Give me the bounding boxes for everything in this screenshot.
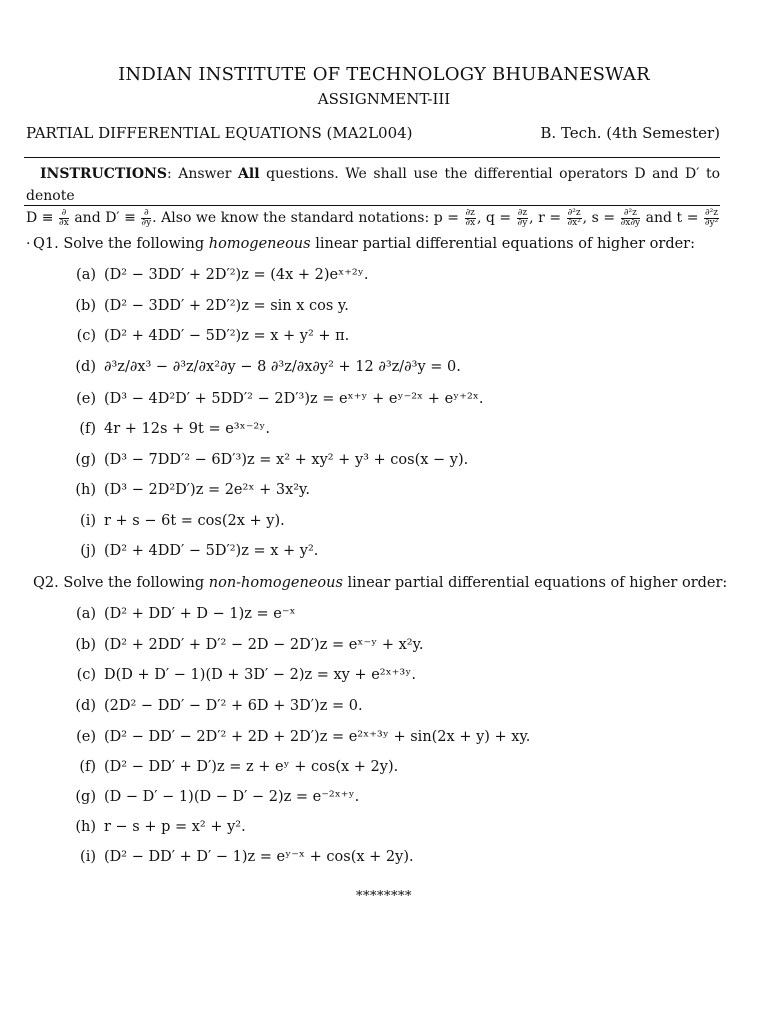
q2-prefix: Q2. Solve the following [33, 575, 209, 591]
q1-emphasis: homogeneous [208, 236, 311, 252]
instructions-end: . [26, 232, 31, 248]
q2-item: (e) (D² − DD′ − 2D′² + 2D + 2D′)z = e²ˣ⁺³ʸ + sin(2x + y) + xy. [76, 729, 531, 745]
question-2-heading [33, 575, 727, 591]
instructions-all: All [238, 166, 260, 182]
q2-suffix: linear partial differential equations of higher order: [342, 575, 728, 591]
fraction-d-dy: $\frac{\partial}{\partial y}$ [141, 207, 152, 228]
s-notation: , s = [582, 210, 616, 226]
q1-item: (e) (D³ − 4D²D′ + 5DD′² − 2D′³)z = eˣ⁺ʸ + eʸ⁻²ˣ + eʸ⁺²ˣ. [76, 391, 484, 407]
instructions-label: INSTRUCTIONS [40, 166, 167, 182]
q1-item: (j) (D² + 4DD′ − 5D′²)z = x + y². [80, 543, 319, 559]
fraction-t: $\frac{\text{∂²z}}{\text{∂y²}}$ [704, 207, 719, 228]
end-marker: ******** [356, 889, 412, 904]
r-notation: , r = [529, 210, 562, 226]
q1-prefix: Q1. Solve the following [33, 236, 209, 252]
q2-item: (f) (D² − DD′ + D′)z = z + eʸ + cos(x + 2y). [79, 759, 399, 775]
instructions-top-rule [24, 157, 720, 158]
q1-item: (g) (D³ − 7DD′² − 6D′³)z = x² + xy² + y³ + cos(x − y). [75, 452, 469, 468]
q1-suffix: linear partial differential equations of higher order: [310, 236, 695, 252]
q2-item: (i) (D² − DD′ + D′ − 1)z = eʸ⁻ˣ + cos(x + 2y). [80, 849, 414, 865]
fraction-d-dx: $\frac{\partial}{\partial x}$ [59, 207, 69, 228]
institute-title: INDIAN INSTITUTE OF TECHNOLOGY BHUBANESWAR [118, 64, 650, 85]
q2-item: (d) (2D² − DD′ − D′² + 6D + 3D′)z = 0. [75, 698, 363, 714]
q2-item: (b) (D² + 2DD′ + D′² − 2D − 2D′)z = eˣ⁻ʸ + x²y. [75, 637, 424, 653]
question-1-heading [33, 236, 695, 252]
q1-item: (c) (D² + 4DD′ − 5D′²)z = x + y² + π. [76, 328, 350, 344]
fraction-q: $\frac{\partial z}{\partial y}$ [517, 207, 528, 228]
q2-item: (g) (D − D′ − 1)(D − D′ − 2)z = e⁻²ˣ⁺ʸ. [75, 789, 360, 805]
q2-item: (c) D(D + D′ − 1)(D + 3D′ − 2)z = xy + e²ˣ⁺³ʸ. [76, 667, 416, 683]
q2-item: (a) (D² + DD′ + D − 1)z = e⁻ˣ [76, 606, 296, 622]
instructions-text-1: : Answer [166, 166, 239, 182]
q-notation: , q = [476, 210, 512, 226]
instructions-bottom-rule [24, 205, 720, 206]
q1-item: (i) r + s − 6t = cos(2x + y). [80, 513, 285, 529]
fraction-p: $\frac{\partial z}{\partial x}$ [465, 207, 476, 228]
q1-item: (b) (D² − 3DD′ + 2D′²)z = sin x cos y. [75, 298, 349, 314]
instructions-text-2: questions. We shall use the differential operators D and D′ to denote [26, 166, 721, 204]
t-notation: and t = [645, 210, 699, 226]
q1-item: (d) ∂³z/∂x³ − ∂³z/∂x²∂y − 8 ∂³z/∂x∂y² + 12 ∂³z/∂³y = 0. [75, 359, 461, 375]
fraction-r: $\frac{\text{∂²z}}{\text{∂x²}}$ [567, 207, 581, 228]
assignment-title: ASSIGNMENT-III [317, 90, 451, 108]
instructions-dprime-def: and D′ ≡ [74, 210, 136, 226]
q2-emphasis: non-homogeneous [208, 575, 343, 591]
fraction-s: $\frac{\text{∂²z}}{\partial x\partial y}$ [620, 207, 641, 228]
q1-item: (f) 4r + 12s + 9t = e³ˣ⁻²ʸ. [79, 421, 270, 437]
q2-item: (h) r − s + p = x² + y². [75, 819, 246, 835]
semester-label: B. Tech. (4th Semester) [540, 124, 720, 142]
instructions-notation-text: . Also we know the standard notations: p = [152, 210, 459, 226]
instructions-d-def: D ≡ [26, 210, 54, 226]
q1-item: (h) (D³ − 2D²D′)z = 2e²ˣ + 3x²y. [75, 482, 310, 498]
q1-item: (a) (D² − 3DD′ + 2D′²)z = (4x + 2)eˣ⁺²ʸ. [76, 267, 369, 283]
course-title: PARTIAL DIFFERENTIAL EQUATIONS (MA2L004) [26, 124, 413, 142]
